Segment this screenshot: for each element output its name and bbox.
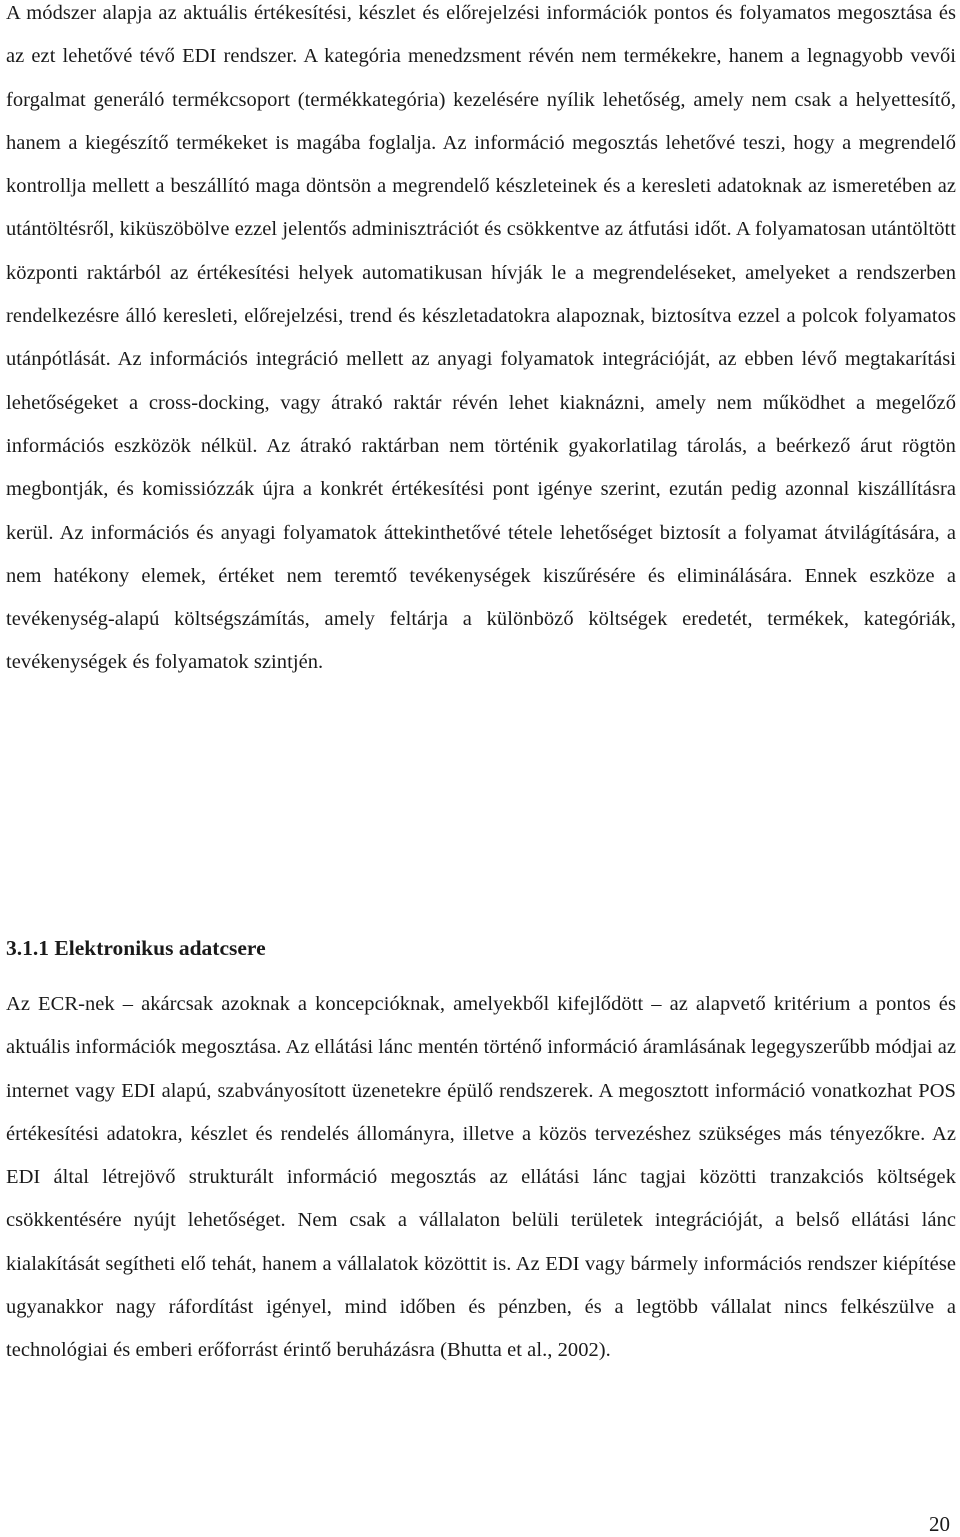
body-paragraph-1: A módszer alapja az aktuális értékesítési, készlet és előrejelzési információk pontos és folyamatos megosztása és az ezt lehetővé tévő EDI rendszer. A kategória menedzsment révén nem termékekre, hanem a legnagyobb vevői forgalmat generáló termékcsoport (termékkategória) kezelésére nyílik lehetőség, amely nem csak a helyettesítő, hanem a kiegészítő termékeket is magába foglalja. Az információ megosztás lehetővé teszi, hogy a megrendelő kontrollja mellett a beszállító maga döntsön a megrendelő készleteinek és a keresleti adatoknak az ismeretében az utántöltésről, kiküszöbölve ezzel jelentős adminisztrációt és csökkentve az átfutási időt. A folyamatosan utántöltött központi raktárból az értékesítési helyek automatikusan hívják le a megrendeléseket, amelyeket a rendszerben rendelkezésre álló keresleti, előrejelzési, trend és készletadatokra alapoznak, biztosítva ezzel a polcok folyamatos utánpótlását. Az információs integráció mellett az anyagi folyamatok integrációját, az ebben lévő megtakarítási lehetőségeket a cross-docking, vagy átrakó raktár révén lehet kiaknázni, amely nem működhet a megelőző információs eszközök nélkül. Az átrakó raktárban nem történik gyakorlatilag tárolás, a beérkező árut rögtön megbontják, és komissiózzák újra a konkrét értékesítési pont igénye szerint, ezután pedig azonnal kiszállításra kerül. Az információs és anyagi folyamatok áttekinthetővé tétele lehetőséget biztosít a folyamat átvilágítására, a nem hatékony elemek, értéket nem teremtő tevékenységek kiszűrésére és eliminálására. Ennek eszköze a tevékenység-alapú költségszámítás, amely feltárja a különböző költségek eredetét, termékek, kategóriák, tevékenységek és folyamatok szintjén. (6, 2, 956, 674)
body-paragraph-2: Az ECR-nek – akárcsak azoknak a koncepcióknak, amelyekből kifejlődött – az alapvető kritérium a pontos és aktuális információk megosztása. Az ellátási lánc mentén történő információ áramlásának legegyszerűbb módjai az internet vagy EDI alapú, szabványosított üzenetekre épülő rendszerek. A megosztott információ vonatkozhat POS értékesítési adatokra, készlet és rendelés állományra, illetve a közös tervezéshez szükséges más tényezőkre. Az EDI által létrejövő strukturált információ megosztás az ellátási lánc tagjai közötti tranzakciós költségek csökkentésére nyújt lehetőséget. Nem csak a vállalaton belüli területek integrációját, a belső ellátási lánc kialakítását segítheti elő tehát, hanem a vállalatok közöttit is. Az EDI vagy bármely információs rendszer kiépítése ugyanakkor nagy ráfordítást igényel, mind időben és pénzben, és a legtöbb vállalat nincs felkészülve a technológiai és emberi erőforrást érintő beruházásra (Bhutta et al., 2002). (6, 993, 956, 1362)
page-number: 20 (929, 1512, 950, 1536)
section-heading: 3.1.1 Elektronikus adatcsere (6, 936, 266, 960)
